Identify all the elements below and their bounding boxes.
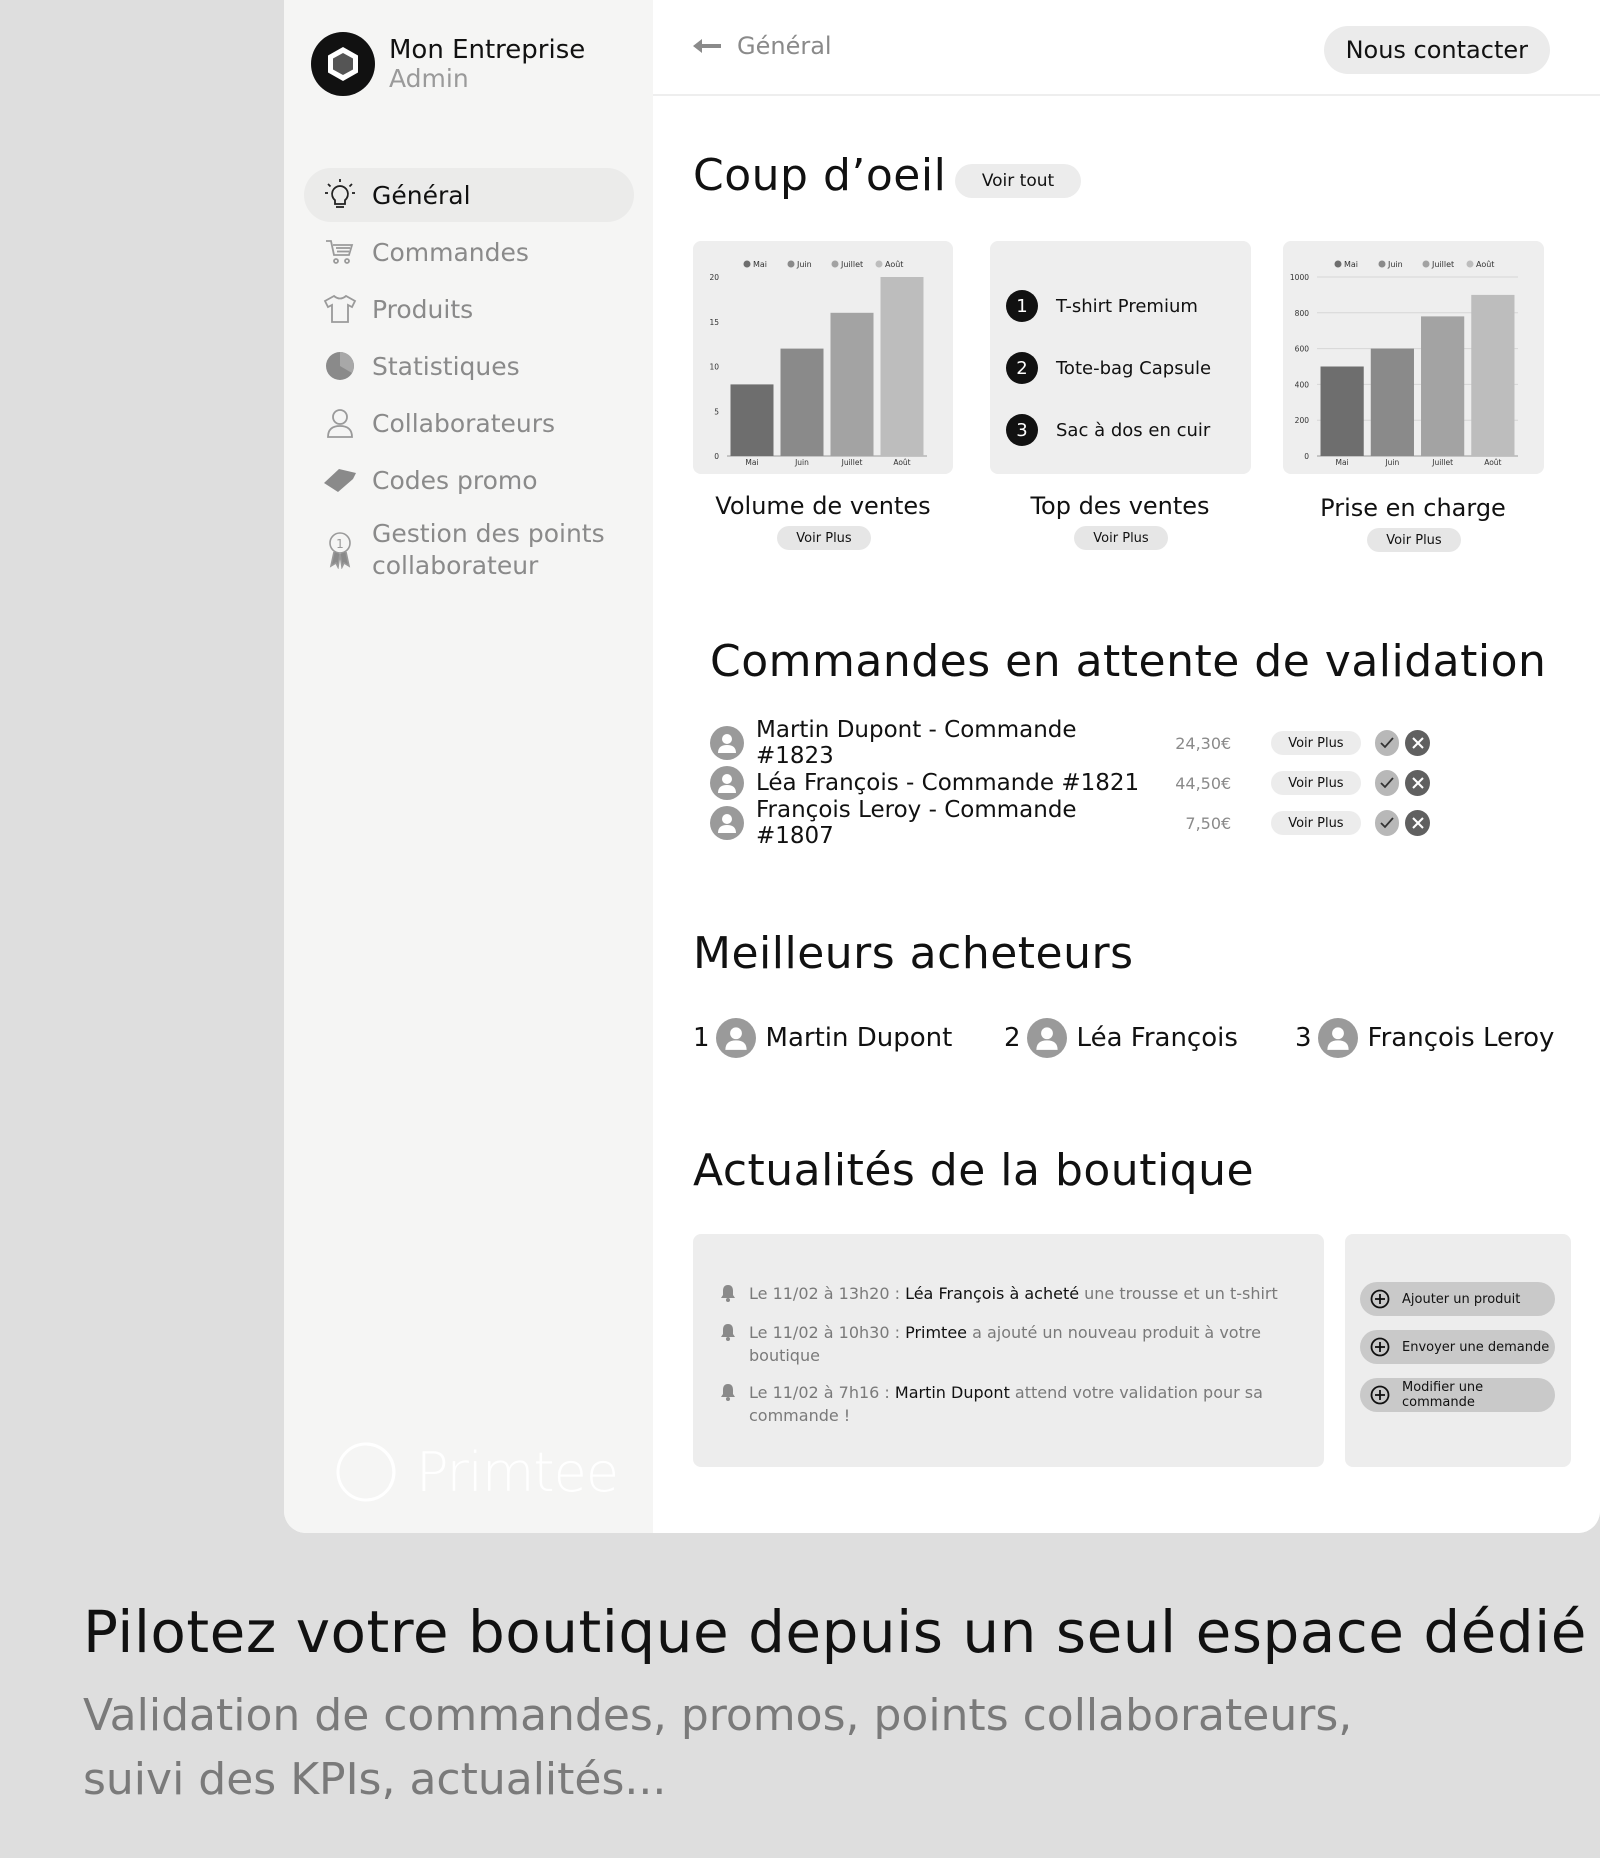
- sales-volume-chart: [693, 241, 953, 474]
- order-more-button[interactable]: Voir Plus: [1271, 731, 1360, 755]
- avatar: [716, 1018, 756, 1058]
- quick-actions: [1345, 1234, 1571, 1467]
- legend-label: Juillet: [1432, 260, 1455, 269]
- hero-title: Pilotez votre boutique depuis un seul espace dédié: [83, 1598, 1587, 1666]
- pending-orders-title: Commandes en attente de validation: [710, 636, 1547, 687]
- reject-x-icon[interactable]: [1405, 730, 1430, 756]
- sidebar-item-label: Gestion des points collaborateur: [372, 519, 605, 580]
- order-name: Léa François - Commande #1821: [756, 770, 1140, 796]
- buyer-item[interactable]: [693, 1018, 952, 1058]
- legend-label: Mai: [1344, 260, 1359, 269]
- shop-news-title: Actualités de la boutique: [693, 1145, 1255, 1196]
- y-tick-label: 10: [709, 362, 719, 372]
- order-price: 44,50€: [1175, 773, 1232, 793]
- user-role: Admin: [389, 64, 469, 93]
- overview-title: Coup d’oeil: [693, 150, 947, 201]
- legend-dot: [876, 261, 883, 268]
- legend-dot: [832, 261, 839, 268]
- bar: [1421, 316, 1464, 456]
- x-tick-label: Juillet: [1432, 458, 1454, 467]
- table-row[interactable]: [710, 717, 1430, 769]
- sidebar-item-label: Commandes: [372, 237, 529, 267]
- news-actor: Léa François à acheté: [905, 1284, 1080, 1303]
- sidebar-item-codes-promo[interactable]: [304, 453, 634, 507]
- bar: [881, 277, 924, 456]
- y-tick-label: 600: [1294, 344, 1309, 354]
- sidebar-item-label: Produits: [372, 294, 474, 324]
- action-label: Ajouter un produit: [1402, 1291, 1521, 1307]
- bell-icon: [719, 1321, 741, 1367]
- legend-dot: [744, 261, 751, 268]
- news-detail: attend votre validation pour sa commande !: [749, 1383, 1263, 1425]
- bar: [1371, 349, 1414, 456]
- add-product-button[interactable]: [1360, 1282, 1555, 1316]
- company-name: Mon Entreprise: [389, 35, 586, 65]
- avatar: [710, 806, 744, 840]
- brand[interactable]: [311, 32, 585, 96]
- y-tick-label: 20: [709, 273, 719, 282]
- legend-label: Juin: [797, 260, 812, 269]
- top-sales-list: [1006, 275, 1211, 461]
- sidebar: [284, 0, 653, 1533]
- news-time: Le 11/02 à 13h20 :: [749, 1284, 906, 1303]
- order-more-button[interactable]: Voir Plus: [1271, 771, 1360, 795]
- top-sales-caption: Top des ventes: [1030, 492, 1210, 520]
- x-tick-label: Mai: [1335, 458, 1349, 467]
- sidebar-item-collaborateurs[interactable]: [304, 396, 634, 450]
- list-item[interactable]: [1006, 337, 1211, 399]
- sales-volume-card[interactable]: [693, 241, 953, 474]
- buyer-name: Martin Dupont: [765, 1023, 953, 1053]
- y-tick-label: 800: [1294, 308, 1309, 318]
- news-actor: Martin Dupont: [894, 1383, 1010, 1402]
- best-buyers-title: Meilleurs acheteurs: [693, 928, 1134, 979]
- arrow-left-icon: [693, 32, 721, 60]
- buyer-item[interactable]: [1295, 1018, 1554, 1058]
- edit-order-button[interactable]: [1360, 1378, 1555, 1412]
- hero-subtitle-line: Validation de commandes, promos, points collaborateurs,: [83, 1690, 1353, 1741]
- see-all-button[interactable]: Voir tout: [955, 164, 1081, 198]
- tshirt-icon: [322, 291, 358, 327]
- avatar: [710, 766, 744, 800]
- company-logo-icon: [311, 32, 375, 96]
- news-time: Le 11/02 à 7h16 :: [749, 1383, 895, 1402]
- y-tick-label: 5: [714, 407, 719, 417]
- news-item: [719, 1381, 1279, 1427]
- bar: [1471, 295, 1514, 456]
- y-tick-label: 15: [709, 317, 719, 327]
- news-detail: a ajouté un nouveau produit à votre boutique: [749, 1323, 1261, 1365]
- action-label: Modifier une commande: [1402, 1380, 1484, 1410]
- handling-chart: [1283, 241, 1544, 474]
- legend-dot: [1467, 261, 1474, 268]
- main-content: [653, 0, 1600, 1533]
- order-name: Martin Dupont - Commande #1823: [756, 717, 1077, 769]
- approve-check-icon[interactable]: [1375, 810, 1400, 836]
- plus-circle-icon: [1370, 1385, 1390, 1405]
- news-feed: [693, 1234, 1324, 1467]
- rank-badge: 3: [1006, 414, 1038, 446]
- sidebar-item-produits[interactable]: [304, 282, 634, 336]
- plus-circle-icon: [1370, 1289, 1390, 1309]
- lightbulb-icon: [322, 177, 358, 213]
- x-tick-label: Juillet: [841, 458, 863, 467]
- bell-icon: [719, 1282, 741, 1306]
- bar: [731, 384, 774, 456]
- y-tick-label: 400: [1294, 380, 1309, 390]
- news-time: Le 11/02 à 10h30 :: [749, 1323, 906, 1342]
- y-tick-label: 1000: [1289, 273, 1309, 282]
- sidebar-item-label: Général: [372, 180, 471, 210]
- back-label: Général: [737, 32, 832, 60]
- sidebar-item-commandes[interactable]: [304, 225, 634, 279]
- handling-caption: Prise en charge: [1320, 494, 1506, 522]
- table-row[interactable]: [710, 765, 1430, 801]
- sidebar-item-label: Collaborateurs: [372, 408, 556, 438]
- sidebar-item-statistiques[interactable]: [304, 339, 634, 393]
- svg-text:1: 1: [336, 537, 344, 551]
- order-name: François Leroy - Commande #1807: [756, 797, 1077, 849]
- table-row[interactable]: [710, 797, 1430, 849]
- buyer-item[interactable]: [1004, 1018, 1238, 1058]
- app-window: [284, 0, 1600, 1533]
- plus-circle-icon: [1370, 1337, 1390, 1357]
- avatar: [710, 726, 744, 760]
- bar: [831, 313, 874, 456]
- watermark-text: Primtee: [416, 1440, 619, 1504]
- tag-icon: [322, 462, 358, 498]
- approve-check-icon[interactable]: [1375, 770, 1400, 796]
- buyer-rank: 2: [1004, 1023, 1021, 1053]
- x-tick-label: Juin: [1385, 458, 1400, 467]
- list-item[interactable]: [1006, 275, 1211, 337]
- legend-dot: [788, 261, 795, 268]
- pie-chart-icon: [322, 348, 358, 384]
- legend-dot: [1423, 261, 1430, 268]
- hero-subtitle-line: suivi des KPIs, actualités...: [83, 1754, 667, 1805]
- bell-icon: [719, 1381, 741, 1427]
- legend-label: Août: [885, 260, 904, 269]
- news-item: [719, 1321, 1279, 1367]
- product-name: Sac à dos en cuir: [1056, 419, 1211, 441]
- cart-icon: [322, 234, 358, 270]
- x-tick-label: Juin: [795, 458, 809, 467]
- order-price: 7,50€: [1185, 813, 1232, 833]
- avatar: [1027, 1018, 1067, 1058]
- y-tick-label: 0: [714, 452, 719, 461]
- sales-volume-caption: Volume de ventes: [715, 492, 931, 520]
- order-more-button[interactable]: Voir Plus: [1271, 811, 1360, 835]
- back-link[interactable]: [693, 32, 832, 60]
- buyer-name: Léa François: [1076, 1023, 1238, 1053]
- x-tick-label: Mai: [745, 458, 759, 467]
- sidebar-nav: [304, 168, 634, 593]
- top-bar: [653, 0, 1600, 96]
- order-price: 24,30€: [1175, 733, 1232, 753]
- product-name: T-shirt Premium: [1056, 295, 1198, 317]
- y-tick-label: 0: [1304, 452, 1309, 461]
- reject-x-icon[interactable]: [1405, 770, 1430, 796]
- top-sales-card[interactable]: [990, 241, 1251, 474]
- primtee-watermark: [334, 1440, 618, 1504]
- bar: [781, 349, 824, 456]
- rank-badge: 2: [1006, 352, 1038, 384]
- x-tick-label: Août: [893, 458, 911, 467]
- buyer-rank: 1: [693, 1023, 710, 1053]
- bar: [1321, 367, 1364, 457]
- rank-badge: 1: [1006, 290, 1038, 322]
- medal-icon: [322, 532, 358, 568]
- legend-label: Août: [1476, 260, 1495, 269]
- legend-label: Mai: [753, 260, 768, 269]
- top-sales-more-button[interactable]: Voir Plus: [1074, 526, 1168, 550]
- user-icon: [322, 405, 358, 441]
- list-item[interactable]: [1006, 399, 1211, 461]
- legend-label: Juin: [1388, 260, 1403, 269]
- sidebar-item-label: Codes promo: [372, 465, 538, 495]
- avatar: [1318, 1018, 1358, 1058]
- send-request-button[interactable]: [1360, 1330, 1555, 1364]
- product-name: Tote-bag Capsule: [1056, 357, 1212, 379]
- primtee-logo-icon: [334, 1440, 398, 1504]
- y-tick-label: 200: [1294, 416, 1309, 426]
- reject-x-icon[interactable]: [1405, 810, 1430, 836]
- action-label: Envoyer une demande: [1402, 1339, 1550, 1355]
- legend-label: Juillet: [841, 260, 864, 269]
- sidebar-item-label: Statistiques: [372, 351, 520, 381]
- sidebar-item-gestion-points[interactable]: [304, 510, 634, 590]
- legend-dot: [1379, 261, 1386, 268]
- handling-card[interactable]: [1283, 241, 1544, 474]
- news-item: [719, 1282, 1279, 1306]
- sales-volume-more-button[interactable]: Voir Plus: [777, 526, 871, 550]
- contact-button[interactable]: Nous contacter: [1324, 26, 1550, 74]
- hero-subtitle: [83, 1684, 1433, 1812]
- approve-check-icon[interactable]: [1375, 730, 1400, 756]
- x-tick-label: Août: [1484, 458, 1502, 467]
- news-detail: une trousse et un t-shirt: [1079, 1284, 1278, 1303]
- handling-more-button[interactable]: Voir Plus: [1367, 528, 1461, 552]
- buyer-rank: 3: [1295, 1023, 1312, 1053]
- legend-dot: [1335, 261, 1342, 268]
- sidebar-item-general[interactable]: [304, 168, 634, 222]
- buyer-name: François Leroy: [1367, 1023, 1555, 1053]
- news-actor: Primtee: [905, 1323, 968, 1342]
